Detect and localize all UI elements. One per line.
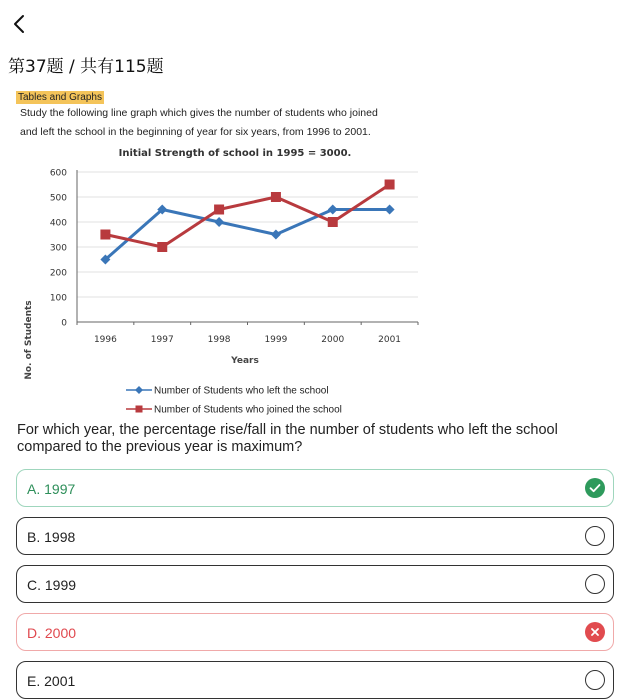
plot-area xyxy=(50,169,418,346)
y-axis-label: No. of Students xyxy=(24,300,34,380)
y-tick-label: 400 xyxy=(49,218,67,229)
data-point xyxy=(328,217,338,227)
radio-empty-icon xyxy=(585,526,605,546)
intro-text-line2: and left the school in the beginning of year for six years, from 1996 to 2001. xyxy=(20,126,371,138)
x-tick-label: 2001 xyxy=(378,335,402,345)
y-tick-label: 200 xyxy=(49,268,67,279)
option-b[interactable] xyxy=(16,517,614,555)
x-axis-label: Years xyxy=(231,356,259,366)
series-line xyxy=(105,185,389,248)
y-tick-label: 100 xyxy=(49,293,67,304)
data-point xyxy=(328,205,338,215)
legend-label: Number of Students who joined the school xyxy=(154,404,342,416)
data-point xyxy=(385,180,395,190)
y-tick-label: 500 xyxy=(49,193,67,204)
x-tick-label: 2000 xyxy=(321,335,345,345)
close-icon xyxy=(585,622,605,642)
question-figure xyxy=(16,104,426,422)
data-point xyxy=(214,205,224,215)
legend-label: Number of Students who left the school xyxy=(154,385,329,397)
legend-marker xyxy=(136,406,143,413)
option-d-label: D. 2000 xyxy=(27,625,77,641)
x-tick-label: 1996 xyxy=(93,335,117,345)
chevron-left-icon xyxy=(8,10,32,38)
y-tick-label: 600 xyxy=(49,168,67,179)
radio-empty-icon xyxy=(585,574,605,594)
option-e[interactable] xyxy=(16,661,614,699)
question-progress: 第37题 / 共有115题 xyxy=(8,57,164,77)
data-point xyxy=(271,230,281,240)
option-d[interactable] xyxy=(16,613,614,651)
back-button[interactable] xyxy=(8,10,32,38)
x-tick-label: 1999 xyxy=(264,335,288,345)
y-tick-label: 0 xyxy=(61,318,67,329)
intro-text-line1: Study the following line graph which gives the number of students who joined xyxy=(20,107,378,119)
x-tick-label: 1997 xyxy=(150,335,174,345)
option-a[interactable] xyxy=(16,469,614,507)
data-point xyxy=(271,192,281,202)
category-tag: Tables and Graphs xyxy=(18,92,102,103)
data-point xyxy=(214,217,224,227)
x-tick-label: 1998 xyxy=(207,335,231,345)
check-icon xyxy=(585,478,605,498)
series-line xyxy=(105,210,389,260)
option-e-label: E. 2001 xyxy=(27,673,76,689)
option-b-label: B. 1998 xyxy=(27,529,76,545)
chart-title: Initial Strength of school in 1995 = 3000. xyxy=(118,148,352,159)
legend-marker xyxy=(135,386,143,394)
option-a-label: A. 1997 xyxy=(27,481,76,497)
y-tick-label: 300 xyxy=(49,243,67,254)
data-point xyxy=(157,242,167,252)
radio-empty-icon xyxy=(585,670,605,690)
line-chart xyxy=(16,104,426,422)
option-c[interactable] xyxy=(16,565,614,603)
data-point xyxy=(100,230,110,240)
legend xyxy=(126,386,342,416)
option-c-label: C. 1999 xyxy=(27,577,77,593)
question-text: For which year, the percentage rise/fall in the number of students who left the school compared to the previous year is maximum? xyxy=(17,422,558,455)
data-point xyxy=(385,205,395,215)
